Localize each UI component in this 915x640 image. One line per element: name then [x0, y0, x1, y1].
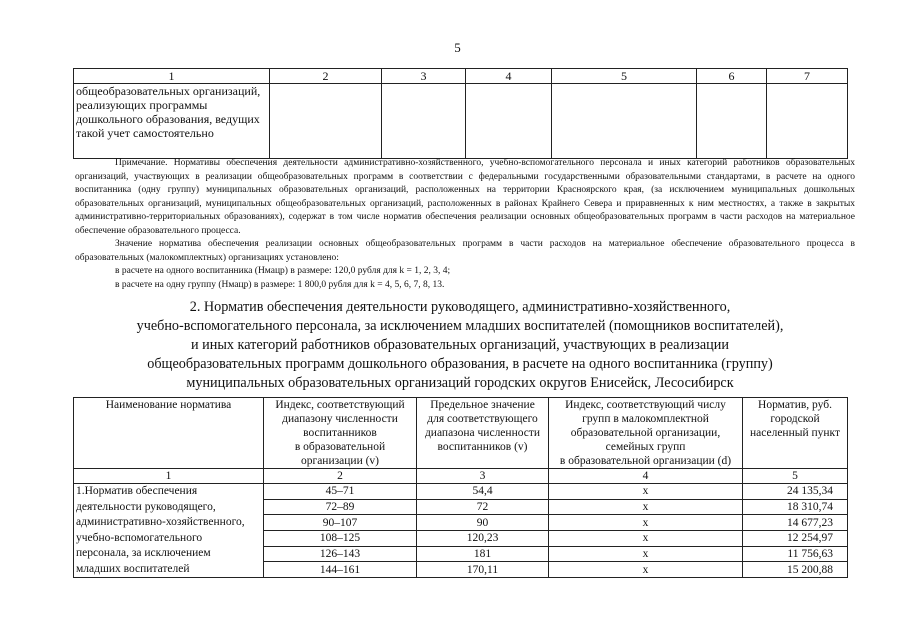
- header-line: групп в малокомплектной: [582, 413, 709, 425]
- index-cell: х: [549, 515, 743, 531]
- header-range-cell: [264, 398, 417, 469]
- text-line: учебно-вспомогательного: [76, 531, 203, 544]
- norm-value-cell: 24 135,34: [743, 484, 848, 500]
- text-line: 1.Норматив обеспечения: [76, 485, 198, 497]
- range-cell: 126–143: [264, 546, 417, 562]
- text-line: административно-хозяйственного,: [76, 516, 245, 528]
- title-line: муниципальных образовательных организаций городских округов Енисейск, Лесосибирск: [186, 375, 734, 391]
- title-line: и иных категорий работников образовательных организаций, участвующих в реализации: [191, 337, 729, 353]
- empty-cell: [382, 84, 466, 159]
- index-cell: х: [549, 499, 743, 515]
- norm-value-cell: 12 254,97: [743, 530, 848, 546]
- index-cell: х: [549, 484, 743, 500]
- range-cell: 108–125: [264, 530, 417, 546]
- column-number: 3: [417, 469, 549, 484]
- top-table-header-row: [74, 69, 848, 84]
- range-cell: 144–161: [264, 562, 417, 578]
- range-cell: 45–71: [264, 484, 417, 500]
- header-line: Индекс, соответствующий: [275, 399, 405, 411]
- header-line: населенный пункт: [749, 427, 841, 439]
- header-name-cell: Наименование норматива: [74, 398, 264, 469]
- section-title: [60, 298, 860, 393]
- top-table-header-cell: 6: [697, 69, 767, 84]
- header-line: организации (v): [300, 455, 380, 467]
- range-cell: 90–107: [264, 515, 417, 531]
- header-line: семейных групп: [605, 441, 686, 453]
- norm-value-cell: 15 200,88: [743, 562, 848, 578]
- norm-value-cell: 14 677,23: [743, 515, 848, 531]
- index-cell: х: [549, 562, 743, 578]
- header-line: в образовательной организации (d): [559, 455, 732, 467]
- note-item: в расчете на одного воспитанника (Нмацр) в размере: 120,0 рубля для k = 1, 2, 3, 4;: [115, 266, 451, 276]
- limit-cell: 181: [417, 546, 549, 562]
- title-line: общеобразовательных программ дошкольного образования, в расчете на одного воспитанника (группу): [147, 356, 773, 372]
- column-number: 2: [264, 469, 417, 484]
- top-table-name-cell: [74, 84, 270, 159]
- index-cell: х: [549, 530, 743, 546]
- limit-cell: 72: [417, 499, 549, 515]
- header-line: диапазону численности: [282, 413, 398, 425]
- header-line: диапазона численности: [424, 427, 541, 439]
- text-line: дошкольного образования, ведущих: [76, 112, 260, 126]
- top-table-header-cell: 7: [767, 69, 848, 84]
- header-line: Индекс, соответствующий числу: [565, 399, 726, 411]
- range-cell: 72–89: [264, 499, 417, 515]
- title-line: 2. Норматив обеспечения деятельности руководящего, административно-хозяйственного,: [189, 299, 731, 315]
- text-line: такой учет самостоятельно: [76, 126, 214, 140]
- page-number: 5: [454, 40, 461, 55]
- note-block: [75, 157, 855, 292]
- limit-cell: 170,11: [417, 562, 549, 578]
- header-limit-cell: [417, 398, 549, 469]
- text-line: деятельности руководящего,: [76, 500, 216, 513]
- top-table-header-cell: 2: [270, 69, 382, 84]
- header-line: для соответствующего: [427, 413, 538, 425]
- header-norm-cell: [743, 398, 848, 469]
- empty-cell: [466, 84, 552, 159]
- top-table-row: [74, 84, 848, 159]
- header-line: городской: [770, 413, 820, 425]
- norm-name-cell: [74, 484, 264, 578]
- header-line: воспитанников (v): [437, 441, 528, 453]
- header-line: в образовательной: [294, 441, 386, 453]
- empty-cell: [697, 84, 767, 159]
- column-number: 5: [743, 469, 848, 484]
- top-table: [73, 68, 848, 159]
- text-line: общеобразовательных организаций,: [76, 84, 261, 98]
- top-table-header-cell: 4: [466, 69, 552, 84]
- top-table-header-cell: 5: [552, 69, 697, 84]
- header-line: воспитанников: [303, 427, 377, 439]
- title-line: учебно-вспомогательного персонала, за исключением младших воспитателей (помощников воспитателей),: [136, 318, 784, 334]
- top-table-header-cell: 3: [382, 69, 466, 84]
- note-paragraph: Примечание. Нормативы обеспечения деятельности административно-хозяйственного, учебно-вспомогательного персонала и иных категорий работников образовательных организаций, участвующих в реализации общеобразовательных программ в соответствии с федеральными государственными образовательными стандартами, в расчете на одного воспитанника (одну группу) муниципальных образовательных организаций, расположенных на территории Красноярского края, (за исключением муниципальных дошкольных образовательных организаций, муниципальных общеобразовательных организаций, расположенных в районах Крайнего Севера и приравненных к ним местностях, а также в закрытых административно-территориальных образованиях), содержат в том числе норматив обеспечения реализации основных общеобразовательных программ в части расходов на материальное обеспечение образовательного процесса.: [75, 158, 855, 236]
- note-paragraph: Значение норматива обеспечения реализации основных общеобразовательных программ в части расходов на материальное обеспечение образовательного процесса в образовательных (малокомплектных) организациях установлено:: [75, 239, 855, 263]
- header-line: Норматив, руб.: [758, 399, 832, 411]
- text-line: младших воспитателей: [76, 562, 190, 575]
- norm-table: [73, 397, 848, 578]
- norm-value-cell: 18 310,74: [743, 499, 848, 515]
- empty-cell: [767, 84, 848, 159]
- header-line: образовательной организации,: [570, 427, 721, 439]
- table-row: [74, 484, 848, 500]
- limit-cell: 120,23: [417, 530, 549, 546]
- text-line: реализующих программы: [76, 98, 208, 112]
- index-cell: х: [549, 546, 743, 562]
- header-line: Предельное значение: [430, 399, 535, 411]
- column-number-row: [74, 469, 848, 484]
- text-line: персонала, за исключением: [76, 547, 211, 559]
- norm-table-header-row: [74, 398, 848, 469]
- column-number: 1: [74, 469, 264, 484]
- header-index-cell: [549, 398, 743, 469]
- limit-cell: 54,4: [417, 484, 549, 500]
- top-table-header-cell: 1: [74, 69, 270, 84]
- empty-cell: [552, 84, 697, 159]
- column-number: 4: [549, 469, 743, 484]
- norm-value-cell: 11 756,63: [743, 546, 848, 562]
- empty-cell: [270, 84, 382, 159]
- limit-cell: 90: [417, 515, 549, 531]
- note-item: в расчете на одну группу (Нмацр) в размере: 1 800,0 рубля для k = 4, 5, 6, 7, 8, 13.: [115, 279, 445, 290]
